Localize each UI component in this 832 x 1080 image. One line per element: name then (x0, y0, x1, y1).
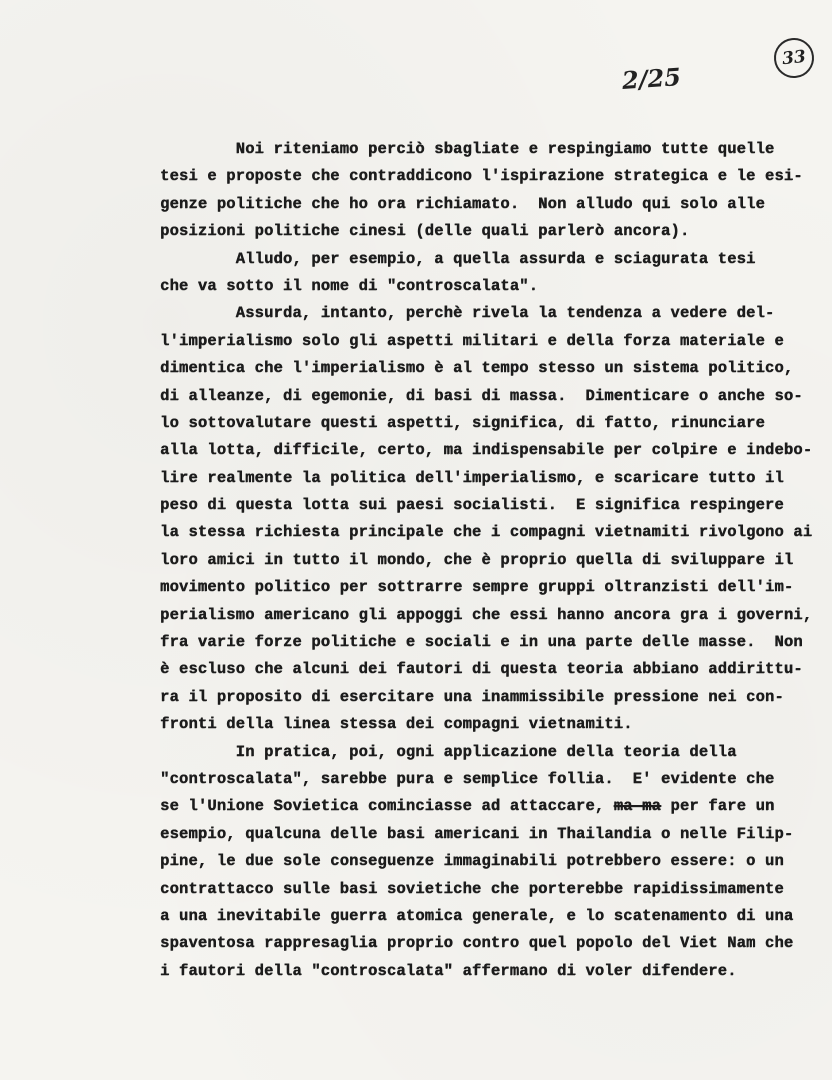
text-line: alla lotta, difficile, certo, ma indispensabile per colpire e indebo- (160, 441, 813, 460)
text-line: contrattacco sulle basi sovietiche che porterebbe rapidissimamente (160, 879, 784, 898)
text-line: Alludo, per esempio, a quella assurda e sciagurata tesi (160, 249, 756, 268)
page-number: 2/25 (621, 61, 682, 96)
text-line: "controscalata", sarebbe pura e semplice follia. E' evidente che (160, 769, 775, 788)
text-line-with-strikeout (160, 793, 820, 820)
text-line: genze politiche che ho ora richiamato. Non alludo qui solo alle (160, 194, 765, 213)
text-line: tesi e proposte che contraddicono l'ispirazione strategica e le esi- (160, 167, 803, 186)
text-line: fra varie forze politiche e sociali e in una parte delle masse. Non (160, 633, 803, 652)
text-line: posizioni politiche cinesi (delle quali parlerò ancora). (160, 222, 690, 241)
text-line: peso di questa lotta sui paesi socialisti. E significa respingere (160, 496, 784, 515)
text-line: ra il proposito di esercitare una inammissibile pressione nei con- (160, 687, 784, 706)
archive-number: 33 (781, 46, 807, 70)
struck-out-text: ma ma (613, 797, 661, 816)
text-line: la stessa richiesta principale che i compagni vietnamiti rivolgono ai (160, 523, 813, 542)
typewritten-text (160, 136, 820, 985)
text-line: i fautori della "controscalata" affermano di voler difendere. (160, 961, 737, 980)
text-line: Noi riteniamo perciò sbagliate e respingiamo tutte quelle (160, 140, 775, 158)
text-line: perialismo americano gli appoggi che essi hanno ancora gra i governi, (160, 605, 813, 624)
text-segment: se l'Unione Sovietica cominciasse ad attaccare, (160, 797, 614, 816)
archive-number-stamp (772, 36, 816, 80)
text-segment: per fare un (660, 797, 775, 816)
text-line: è escluso che alcuni dei fautori di questa teoria abbiano addirittu- (160, 660, 803, 679)
text-line: esempio, qualcuna delle basi americani in Thailandia o nelle Filip- (160, 824, 794, 843)
text-line: pine, le due sole conseguenze immaginabili potrebbero essere: o un (160, 852, 784, 871)
text-line: In pratica, poi, ogni applicazione della teoria della (160, 742, 737, 761)
text-line: dimentica che l'imperialismo è al tempo stesso un sistema politico, (160, 359, 794, 378)
text-line: loro amici in tutto il mondo, che è proprio quella di sviluppare il (160, 550, 794, 569)
text-line: lire realmente la politica dell'imperialismo, e scaricare tutto il (160, 468, 784, 487)
text-line: che va sotto il nome di "controscalata". (160, 276, 539, 295)
text-line: fronti della linea stessa dei compagni vietnamiti. (160, 715, 633, 734)
text-line: di alleanze, di egemonie, di basi di massa. Dimenticare o anche so- (160, 386, 803, 405)
text-line: a una inevitabile guerra atomica generale, e lo scatenamento di una (160, 906, 794, 925)
text-line: spaventosa rappresaglia proprio contro quel popolo del Viet Nam che (160, 934, 794, 953)
text-line: lo sottovalutare questi aspetti, significa, di fatto, rinunciare (160, 413, 765, 432)
text-line: movimento politico per sottrarre sempre gruppi oltranzisti dell'im- (160, 578, 794, 597)
text-line: Assurda, intanto, perchè rivela la tendenza a vedere del- (160, 304, 775, 323)
text-line: l'imperialismo solo gli aspetti militari e della forza materiale e (160, 331, 784, 350)
